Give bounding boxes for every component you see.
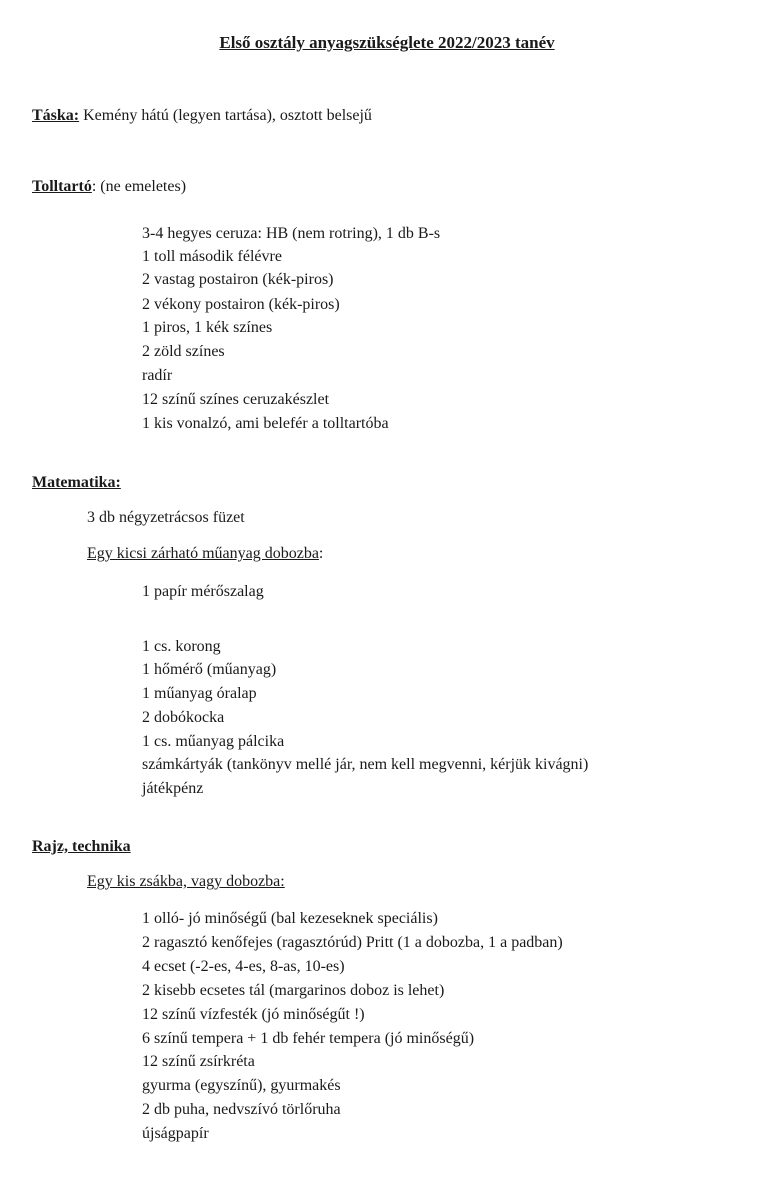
taska-line — [32, 106, 372, 126]
tolltarto-item: 2 zöld színes — [142, 343, 225, 360]
tolltarto-item: 1 toll második félévre — [142, 248, 282, 265]
matematika-fuzet: 3 db négyzetrácsos füzet — [87, 509, 245, 526]
matematika-item: játékpénz — [142, 780, 204, 797]
matematika-box-label: Egy kicsi zárható műanyag dobozba — [87, 545, 319, 562]
rajz-heading: Rajz, technika — [32, 838, 131, 855]
tolltarto-item: 2 vékony postairon (kék-piros) — [142, 296, 340, 313]
matematika-item: 1 cs. műanyag pálcika — [142, 733, 285, 750]
rajz-item: 2 kisebb ecsetes tál (margarinos doboz is lehet) — [142, 982, 445, 999]
rajz-item: újságpapír — [142, 1125, 209, 1142]
tolltarto-item: 2 vastag postairon (kék-piros) — [142, 271, 334, 288]
matematika-item: számkártyák (tankönyv mellé jár, nem kell megvenni, kérjük kivágni) — [142, 756, 589, 773]
tolltarto-item: 1 kis vonalzó, ami belefér a tolltartóba — [142, 415, 389, 432]
taska-label: Táska: — [32, 107, 80, 124]
rajz-item: 2 db puha, nedvszívó törlőruha — [142, 1101, 341, 1118]
tolltarto-item: 1 piros, 1 kék színes — [142, 319, 273, 336]
tolltarto-text: : (ne emeletes) — [91, 178, 187, 195]
rajz-item: 4 ecset (-2-es, 4-es, 8-as, 10-es) — [142, 958, 345, 975]
rajz-item: gyurma (egyszínű), gyurmakés — [142, 1077, 341, 1094]
rajz-item: 2 ragasztó kenőfejes (ragasztórúd) Pritt (1 a dobozba, 1 a padban) — [142, 934, 563, 951]
matematika-heading: Matematika: — [32, 474, 121, 491]
tolltarto-item: radír — [142, 367, 173, 384]
tolltarto-item: 3-4 hegyes ceruza: HB (nem rotring), 1 db B-s — [142, 225, 441, 242]
matematika-box-colon: : — [318, 545, 324, 562]
tolltarto-line — [32, 177, 186, 197]
matematika-item: 1 hőmérő (műanyag) — [142, 661, 277, 678]
rajz-item: 1 olló- jó minőségű (bal kezeseknek speciális) — [142, 910, 438, 927]
page-title: Első osztály anyagszükséglete 2022/2023 tanév — [219, 33, 555, 52]
matematika-box-line — [87, 544, 323, 564]
taska-text: Kemény hátú (legyen tartása), osztott belsejű — [79, 107, 372, 124]
tolltarto-item: 12 színű színes ceruzakészlet — [142, 391, 330, 408]
rajz-item: 12 színű vízfesték (jó minőségűt !) — [142, 1006, 365, 1023]
matematika-item: 2 dobókocka — [142, 709, 225, 726]
rajz-box-label: Egy kis zsákba, vagy dobozba: — [87, 873, 285, 890]
matematika-item: 1 műanyag óralap — [142, 685, 257, 702]
matematika-item: 1 papír mérőszalag — [142, 583, 264, 600]
tolltarto-label: Tolltartó — [32, 178, 92, 195]
matematika-item: 1 cs. korong — [142, 638, 221, 655]
rajz-item: 12 színű zsírkréta — [142, 1053, 255, 1070]
rajz-item: 6 színű tempera + 1 db fehér tempera (jó minőségű) — [142, 1030, 475, 1047]
